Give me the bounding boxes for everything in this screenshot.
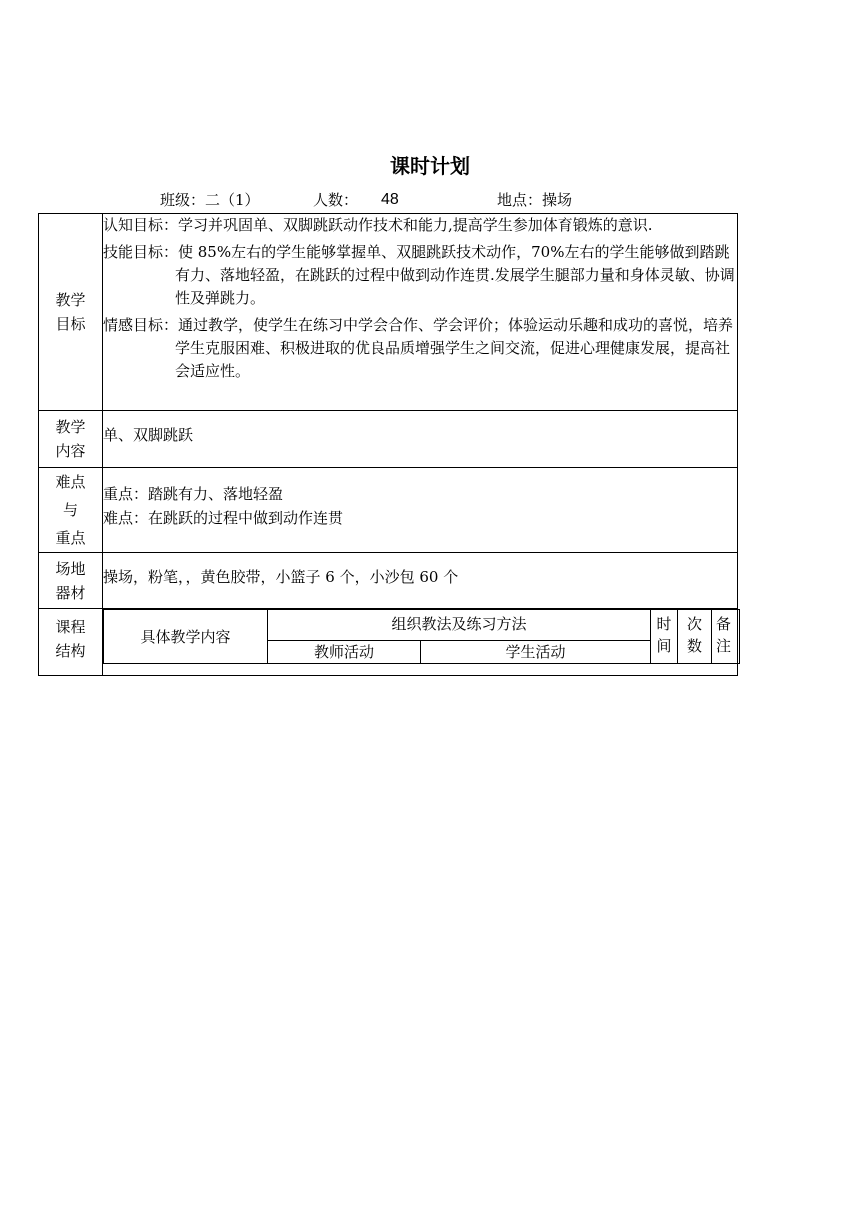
student-activity-header: 学生活动 — [421, 641, 651, 664]
class-info: 班级：二（1） — [160, 191, 260, 209]
difficulty-point: 难点：在跳跃的过程中做到动作连贯 — [103, 509, 344, 527]
page-title: 课时计划 — [390, 154, 470, 178]
lesson-plan-table-wrapper — [38, 213, 735, 677]
cognitive-objective: 认知目标：学习并巩固单、双脚跳跃动作技术和能力,提高学生参加体育锻炼的意识. — [103, 216, 653, 234]
equipment-text: 操场，粉笔，，黄色胶带，小篮子 6 个，小沙包 60 个 — [103, 568, 459, 586]
content-row — [39, 411, 738, 468]
objectives-cell — [103, 214, 738, 411]
content-label: 教学 内容 — [39, 411, 103, 468]
student-count-value: 48 — [381, 191, 399, 208]
structure-header-cell — [103, 609, 738, 676]
content-cell — [103, 411, 738, 468]
emotion-objective: 情感目标：通过教学，使学生在练习中学会合作、学会评价；体验运动乐趣和成功的喜悦，培养学生克服困难、积极进取的优良品质增强学生之间交流，促进心理健康发展，提高社会适应性。 — [103, 316, 734, 380]
time-header: 时 间 — [651, 610, 678, 664]
content-text: 单、双脚跳跃 — [103, 426, 194, 444]
objectives-row — [39, 214, 738, 411]
equipment-row — [39, 553, 738, 609]
focus-point: 重点：踏跳有力、落地轻盈 — [103, 485, 284, 503]
skill-objective: 技能目标：使 85%左右的学生能够掌握单、双腿跳跃技术动作，70%左右的学生能够做到踏跳有力、落地轻盈，在跳跃的过程中做到动作连贯.发展学生腿部力量和身体灵敏、协调性及弹跳力。 — [103, 243, 735, 307]
remark-header: 备 注 — [712, 610, 740, 664]
key-points-cell — [103, 468, 738, 553]
location-info: 地点：操场 — [497, 191, 573, 209]
method-header: 组织教法及练习方法 — [268, 610, 651, 641]
count-header: 次 数 — [678, 610, 712, 664]
lesson-plan-table — [38, 213, 738, 676]
structure-header-table — [103, 609, 740, 664]
teacher-activity-header: 教师活动 — [268, 641, 421, 664]
structure-row — [39, 609, 738, 676]
equipment-label: 场地 器材 — [39, 553, 103, 609]
structure-label: 课程 结构 — [39, 609, 103, 676]
specific-content-header: 具体教学内容 — [104, 610, 268, 664]
key-points-label: 难点 与 重点 — [39, 468, 103, 553]
objectives-label: 教学 目标 — [39, 214, 103, 411]
student-count-label: 人数： — [313, 191, 359, 209]
key-points-row — [39, 468, 738, 553]
equipment-cell — [103, 553, 738, 609]
